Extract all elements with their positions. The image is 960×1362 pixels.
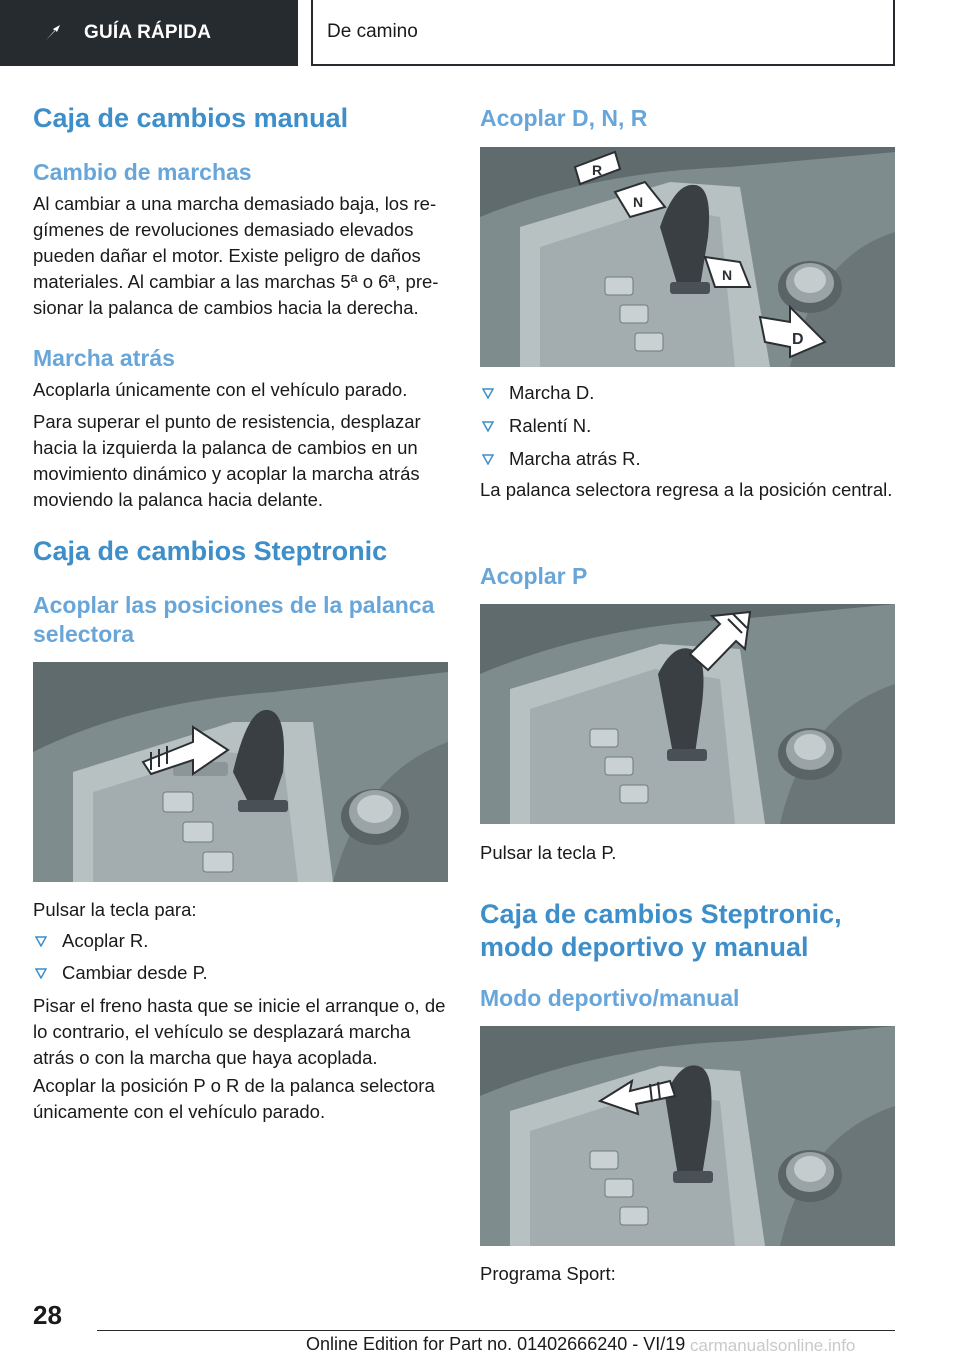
header-tab-label: GUÍA RÁPIDA (84, 22, 212, 43)
list-item: Marcha atrás R. (480, 446, 895, 472)
paragraph-atras-2: Para superar el punto de resistencia, desplazar hacia la izquierda la palanca de cambios en un movimiento dinámico y acoplar la marcha atrás moviendo la palanca hacia delante. (33, 411, 421, 510)
heading-dnr: Acoplar D, N, R (480, 105, 648, 131)
label-r: R (592, 162, 603, 178)
heading-steptronic: Caja de cambios Steptronic (33, 536, 388, 566)
paragraph-programa: Programa Sport: (480, 1263, 616, 1284)
triangle-bullet-icon (482, 454, 494, 465)
header-tab (0, 0, 298, 66)
heading-atras: Marcha atrás (33, 345, 175, 371)
paragraph-pisar: Pisar el freno hasta que se inicie el arranque o, de lo contrario, el vehículo se desplazará marcha atrás o con la marcha que haya acoplada. (33, 995, 446, 1068)
edition-text: Online Edition for Part no. 01402666240 - VI/19 (306, 1334, 686, 1354)
list-item: Cambiar desde P. (33, 960, 448, 986)
heading-modo: Modo deportivo/manual (480, 985, 740, 1011)
triangle-bullet-icon (482, 421, 494, 432)
figure-selector-lever-unlock (33, 662, 448, 882)
heading-acoplar-posiciones: Acoplar las posiciones de la palanca selectora (33, 592, 435, 647)
console-illustration (480, 147, 895, 367)
figure-p-button (480, 604, 895, 824)
header-section-title (311, 0, 895, 66)
paragraph-pulsar-p: Pulsar la tecla P. (480, 842, 617, 863)
heading-acoplar-p: Acoplar P (480, 563, 588, 589)
figure-manual-mode (480, 1026, 895, 1246)
list-item: Acoplar R. (33, 928, 448, 954)
label-d: D (792, 331, 804, 348)
triangle-bullet-icon (35, 936, 47, 947)
paragraph-regresa: La palanca selectora regresa a la posición central. (480, 479, 893, 500)
section-label: De camino (327, 21, 418, 42)
paragraph-acoplar-pr: Acoplar la posición P o R de la palanca selectora únicamente con el vehículo parado. (33, 1075, 435, 1122)
list-item: Marcha D. (480, 380, 895, 406)
paragraph-pulsar: Pulsar la tecla para: (33, 899, 197, 920)
footer-divider (97, 1330, 895, 1331)
paragraph-marchas: Al cambiar a una marcha demasiado baja, los regímenes de revoluciones demasiado elevados pueden dañar el motor. Existe peligro de daños materiales. Al cambiar a las marchas 5ª o 6ª, presionar la palanca de cambios hacia la derecha. (33, 193, 439, 318)
watermark-text: carmanualsonline.info (690, 1336, 856, 1355)
heading-sport: Caja de cambios Steptronic, modo deportivo y manual (480, 899, 842, 962)
console-illustration (33, 662, 448, 882)
list-item: Ralentí N. (480, 413, 895, 439)
console-illustration (480, 604, 895, 824)
triangle-bullet-icon (482, 388, 494, 399)
heading-manual: Caja de cambios manual (33, 103, 349, 133)
label-n-upper: N (633, 194, 644, 210)
figure-dnr-positions (480, 147, 895, 367)
heading-marchas: Cambio de marchas (33, 159, 252, 185)
paragraph-atras-1: Acoplarla únicamente con el vehículo parado. (33, 379, 408, 400)
shift-lever-icon (42, 22, 64, 44)
triangle-bullet-icon (35, 968, 47, 979)
label-n-lower: N (722, 267, 733, 283)
page-number: 28 (33, 1300, 62, 1330)
console-illustration (480, 1026, 895, 1246)
